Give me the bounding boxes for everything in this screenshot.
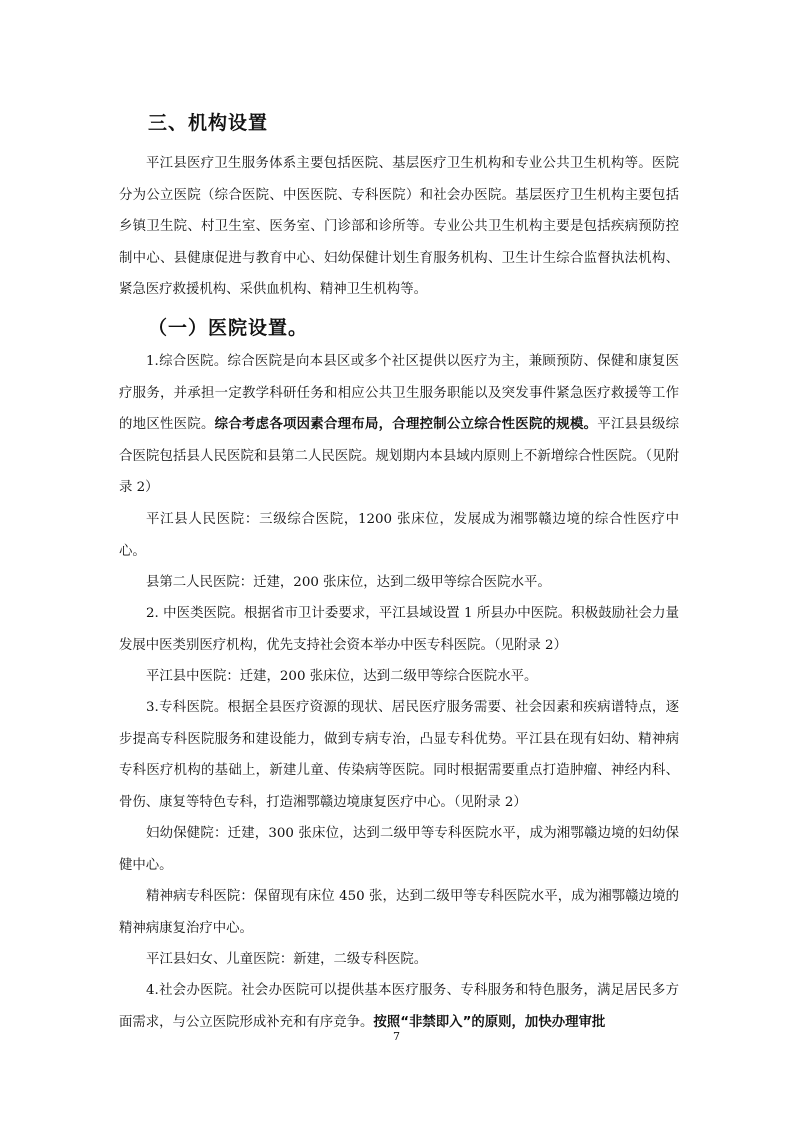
section-title: 三、机构设置 [148,112,269,134]
women-children-paragraph: 平江县妇女、儿童医院：新建，二级专科医院。 [146,952,428,967]
tcm-hospital-paragraph: 平江县中医院：迁建，200 张床位，达到二级甲等综合医院水平。 [146,669,538,684]
general-hospital-paragraph [119,346,679,504]
second-people-hospital-paragraph: 县第二人民医院：迁建，200 张床位，达到二级甲等综合医院水平。 [146,575,551,590]
tcm-paragraph: 2. 中医类医院。根据省市卫计委要求，平江县域设置 1 所县办中医院。积极鼓励社会力量发展中医类别医疗机构，优先支持社会资本举办中医专科医院。（见附录 2） [119,606,679,653]
social-bold: 按照“非禁即入”的原则，加快办理审批 [373,1014,606,1030]
general-bold: 综合考虑各项因素合理布局，合理控制公立综合性医院的规模。 [214,417,598,432]
county-people-hospital-paragraph: 平江县人民医院：三级综合医院，1200 张床位，发展成为湘鄂赣边境的综合性医疗中心。 [119,512,679,559]
page-number: 7 [393,1030,400,1043]
maternal-paragraph: 妇幼保健院：迁建，300 张床位，达到二级甲等专科医院水平，成为湘鄂赣边境的妇幼保健中心。 [119,826,679,873]
general-text-a: 1.综合医院。综合医院是向本县区或多个社区提供以医疗为主，兼顾预防、保健和康复医疗服务，并承担一定教学科研任务和相应公共卫生服务职能以及突发事件紧急医疗救援等工作的地区性医院。 [119,354,679,432]
general-text-b: 平江县县级综合医院包括县人民医院和县第二人民医院。规划期内本县域内原则上不新增综合性医院。（见附录 2） [119,417,679,495]
mental-paragraph: 精神病专科医院：保留现有床位 450 张，达到二级甲等专科医院水平，成为湘鄂赣边境的精神病康复治疗中心。 [119,889,679,936]
social-text: 4.社会办医院。社会办医院可以提供基本医疗服务、专科服务和特色服务，满足居民多方面需求，与公立医院形成补充和有序竞争。 [119,983,679,1030]
specialty-paragraph: 3.专科医院。根据全县医疗资源的现状、居民医疗服务需要、社会因素和疾病谱特点，逐步提高专科医院服务和建设能力，做到专病专治，凸显专科优势。平江县在现有妇幼、精神病专科医疗机构的基础上，新建儿童、传染病等医院。同时根据需要重点打造肿瘤、神经内科、骨伤、康复等特色专科，打造湘鄂赣边境康复医疗中心。（见附录 2） [119,700,679,810]
intro-paragraph: 平江县医疗卫生服务体系主要包括医院、基层医疗卫生机构和专业公共卫生机构等。医院分为公立医院（综合医院、中医医院、专科医院）和社会办医院。基层医疗卫生机构主要包括乡镇卫生院、村卫生室、医务室、门诊部和诊所等。专业公共卫生机构主要是包括疾病预防控制中心、县健康促进与教育中心、妇幼保健计划生育服务机构、卫生计生综合监督执法机构、紧急医疗救援机构、采供血机构、精神卫生机构等。 [119,156,679,297]
subsection-title: （一）医院设置。 [148,317,309,339]
social-hospital-paragraph [119,975,679,1038]
